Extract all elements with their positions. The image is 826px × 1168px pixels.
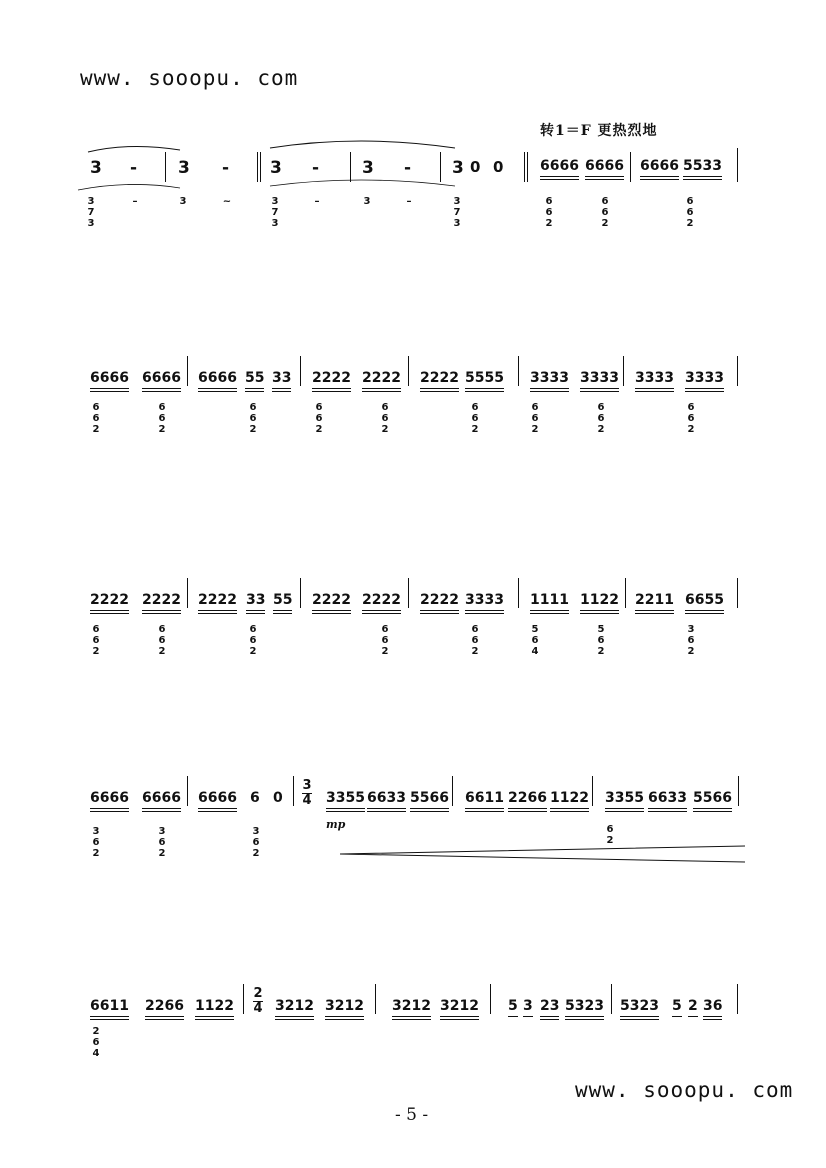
note-group: 5566 xyxy=(410,790,449,806)
barline xyxy=(187,578,188,608)
barline xyxy=(452,776,453,806)
note-group: 6655 xyxy=(685,592,724,608)
slur-arcs xyxy=(0,130,826,240)
note: 3 xyxy=(452,158,464,178)
note-group: 2211 xyxy=(635,592,674,608)
barline xyxy=(518,356,519,386)
score-system-5 xyxy=(0,978,826,1068)
barline xyxy=(490,984,491,1014)
bass-chord: 6 6 2 xyxy=(687,402,695,435)
note-group: 6666 xyxy=(142,370,181,386)
barline xyxy=(737,148,738,182)
note-group: 2266 xyxy=(145,998,184,1014)
note-group: 3333 xyxy=(685,370,724,386)
barline xyxy=(737,356,738,386)
rest: 0 xyxy=(470,158,481,176)
note-group: 5323 xyxy=(620,998,659,1014)
bass-chord: 3 7 3 xyxy=(87,196,95,229)
note-group: 2222 xyxy=(362,370,401,386)
note-group: 36 xyxy=(703,998,722,1014)
site-watermark-top: www. sooopu. com xyxy=(80,66,299,90)
note: 3 xyxy=(523,998,533,1014)
barline xyxy=(611,984,612,1014)
note: 3 xyxy=(362,158,374,178)
barline xyxy=(737,984,738,1014)
note-group: 1122 xyxy=(195,998,234,1014)
bass-chord: 6 6 2 xyxy=(92,624,100,657)
note-group: 6666 xyxy=(198,790,237,806)
score-system-4 xyxy=(0,770,826,870)
barline xyxy=(187,356,188,386)
note-group: 2222 xyxy=(90,592,129,608)
note-group: 5323 xyxy=(565,998,604,1014)
bass-chord: 6 6 2 xyxy=(686,196,694,229)
note-group: 3212 xyxy=(392,998,431,1014)
barline xyxy=(738,776,739,806)
dash: - xyxy=(312,158,320,178)
note-group: 6611 xyxy=(90,998,129,1014)
bass-chord: 6 6 2 xyxy=(381,624,389,657)
barline xyxy=(187,776,188,806)
note-group: 5555 xyxy=(465,370,504,386)
crescendo-hairpin xyxy=(340,842,760,866)
bass-chord: 3 6 2 xyxy=(92,826,100,859)
bass-chord: 6 6 2 xyxy=(471,402,479,435)
note-group: 6611 xyxy=(465,790,504,806)
note: 3 xyxy=(178,158,190,178)
barline xyxy=(243,984,244,1014)
note-group: 2222 xyxy=(420,592,459,608)
bass-chord: 3 6 2 xyxy=(158,826,166,859)
barline xyxy=(300,578,301,608)
bass-chord: 6 6 2 xyxy=(597,402,605,435)
rest: 0 xyxy=(493,158,504,176)
note-group: 6666 xyxy=(540,158,579,174)
note-group: 3333 xyxy=(635,370,674,386)
dynamic-marking: mp xyxy=(326,818,346,831)
rest: 0 xyxy=(273,790,283,806)
time-signature: 3 4 xyxy=(302,778,312,808)
bass-note: 3 xyxy=(179,196,187,207)
bass-chord: 3 6 2 xyxy=(252,826,260,859)
dash: - xyxy=(404,158,412,178)
bass-chord: 2 6 4 xyxy=(92,1026,100,1059)
bass-note: ~ xyxy=(222,196,232,207)
note-group: 1111 xyxy=(530,592,569,608)
note-group: 1122 xyxy=(580,592,619,608)
note-group: 3212 xyxy=(275,998,314,1014)
page-number: - 5 - xyxy=(395,1105,429,1125)
note-group: 6666 xyxy=(90,790,129,806)
barline xyxy=(625,578,626,608)
bass-note: 3 xyxy=(363,196,371,207)
site-watermark-bottom: www. sooopu. com xyxy=(575,1078,794,1102)
barline-double xyxy=(524,152,528,182)
note-group: 6666 xyxy=(90,370,129,386)
bass-chord: 6 6 2 xyxy=(601,196,609,229)
note-group: 3355 xyxy=(326,790,365,806)
bass-chord: 3 6 2 xyxy=(687,624,695,657)
note-group: 2266 xyxy=(508,790,547,806)
barline xyxy=(623,356,624,386)
bass-chord: 6 6 2 xyxy=(92,402,100,435)
note-group: 2222 xyxy=(420,370,459,386)
bass-note: – xyxy=(406,196,412,207)
bass-chord: 6 6 2 xyxy=(471,624,479,657)
bass-chord: 6 6 2 xyxy=(381,402,389,435)
note: 3 xyxy=(90,158,102,178)
barline xyxy=(300,356,301,386)
bass-chord: 5 6 2 xyxy=(597,624,605,657)
note-group: 3333 xyxy=(530,370,569,386)
barline-double xyxy=(257,152,261,182)
dash: - xyxy=(130,158,138,178)
note-group: 1122 xyxy=(550,790,589,806)
score-system-2 xyxy=(0,350,826,450)
note-group: 6633 xyxy=(648,790,687,806)
note-group: 6666 xyxy=(142,790,181,806)
note-group: 3355 xyxy=(605,790,644,806)
bass-chord: 6 6 2 xyxy=(158,624,166,657)
note-group: 2222 xyxy=(198,592,237,608)
note-group: 6666 xyxy=(198,370,237,386)
bass-chord: 6 2 xyxy=(606,824,614,846)
barline xyxy=(518,578,519,608)
note-group: 2222 xyxy=(142,592,181,608)
bass-chord: 6 6 2 xyxy=(531,402,539,435)
note-group: 2222 xyxy=(312,370,351,386)
barline xyxy=(737,578,738,608)
note-group: 5566 xyxy=(693,790,732,806)
note-group: 3333 xyxy=(580,370,619,386)
note-group: 2222 xyxy=(312,592,351,608)
bass-chord: 6 6 2 xyxy=(315,402,323,435)
note-group: 6666 xyxy=(585,158,624,174)
bass-chord: 6 6 2 xyxy=(158,402,166,435)
note-group: 6633 xyxy=(367,790,406,806)
barline xyxy=(592,776,593,806)
bass-chord: 3 7 3 xyxy=(453,196,461,229)
tempo-marking: 转1＝F 更热烈地 xyxy=(540,123,658,139)
note-group: 3333 xyxy=(465,592,504,608)
time-signature: 2 4 xyxy=(253,986,263,1016)
note-group: 23 xyxy=(540,998,559,1014)
note-group: 2222 xyxy=(362,592,401,608)
note: 2 xyxy=(688,998,698,1014)
bass-note: – xyxy=(132,196,138,207)
bass-note: – xyxy=(314,196,320,207)
note-group: 3212 xyxy=(325,998,364,1014)
bass-chord: 3 7 3 xyxy=(271,196,279,229)
bass-chord: 6 6 2 xyxy=(545,196,553,229)
note-group: 33 xyxy=(272,370,291,386)
note: 6 xyxy=(250,790,260,806)
note-group: 3212 xyxy=(440,998,479,1014)
bass-chord: 6 6 2 xyxy=(249,624,257,657)
note: 5 xyxy=(672,998,682,1014)
note-group: 55 xyxy=(273,592,292,608)
note-group: 55 xyxy=(245,370,264,386)
barline xyxy=(630,152,631,182)
bass-chord: 5 6 4 xyxy=(531,624,539,657)
note-group: 33 xyxy=(246,592,265,608)
note-group: 6666 xyxy=(640,158,679,174)
note: 5 xyxy=(508,998,518,1014)
barline xyxy=(165,152,166,182)
barline xyxy=(408,356,409,386)
barline xyxy=(293,776,294,806)
note-group: 5533 xyxy=(683,158,722,174)
dash: - xyxy=(222,158,230,178)
note: 3 xyxy=(270,158,282,178)
bass-chord: 6 6 2 xyxy=(249,402,257,435)
score-system-1 xyxy=(0,130,826,240)
barline xyxy=(350,152,351,182)
score-system-3 xyxy=(0,572,826,672)
barline xyxy=(375,984,376,1014)
barline xyxy=(440,152,441,182)
barline xyxy=(408,578,409,608)
